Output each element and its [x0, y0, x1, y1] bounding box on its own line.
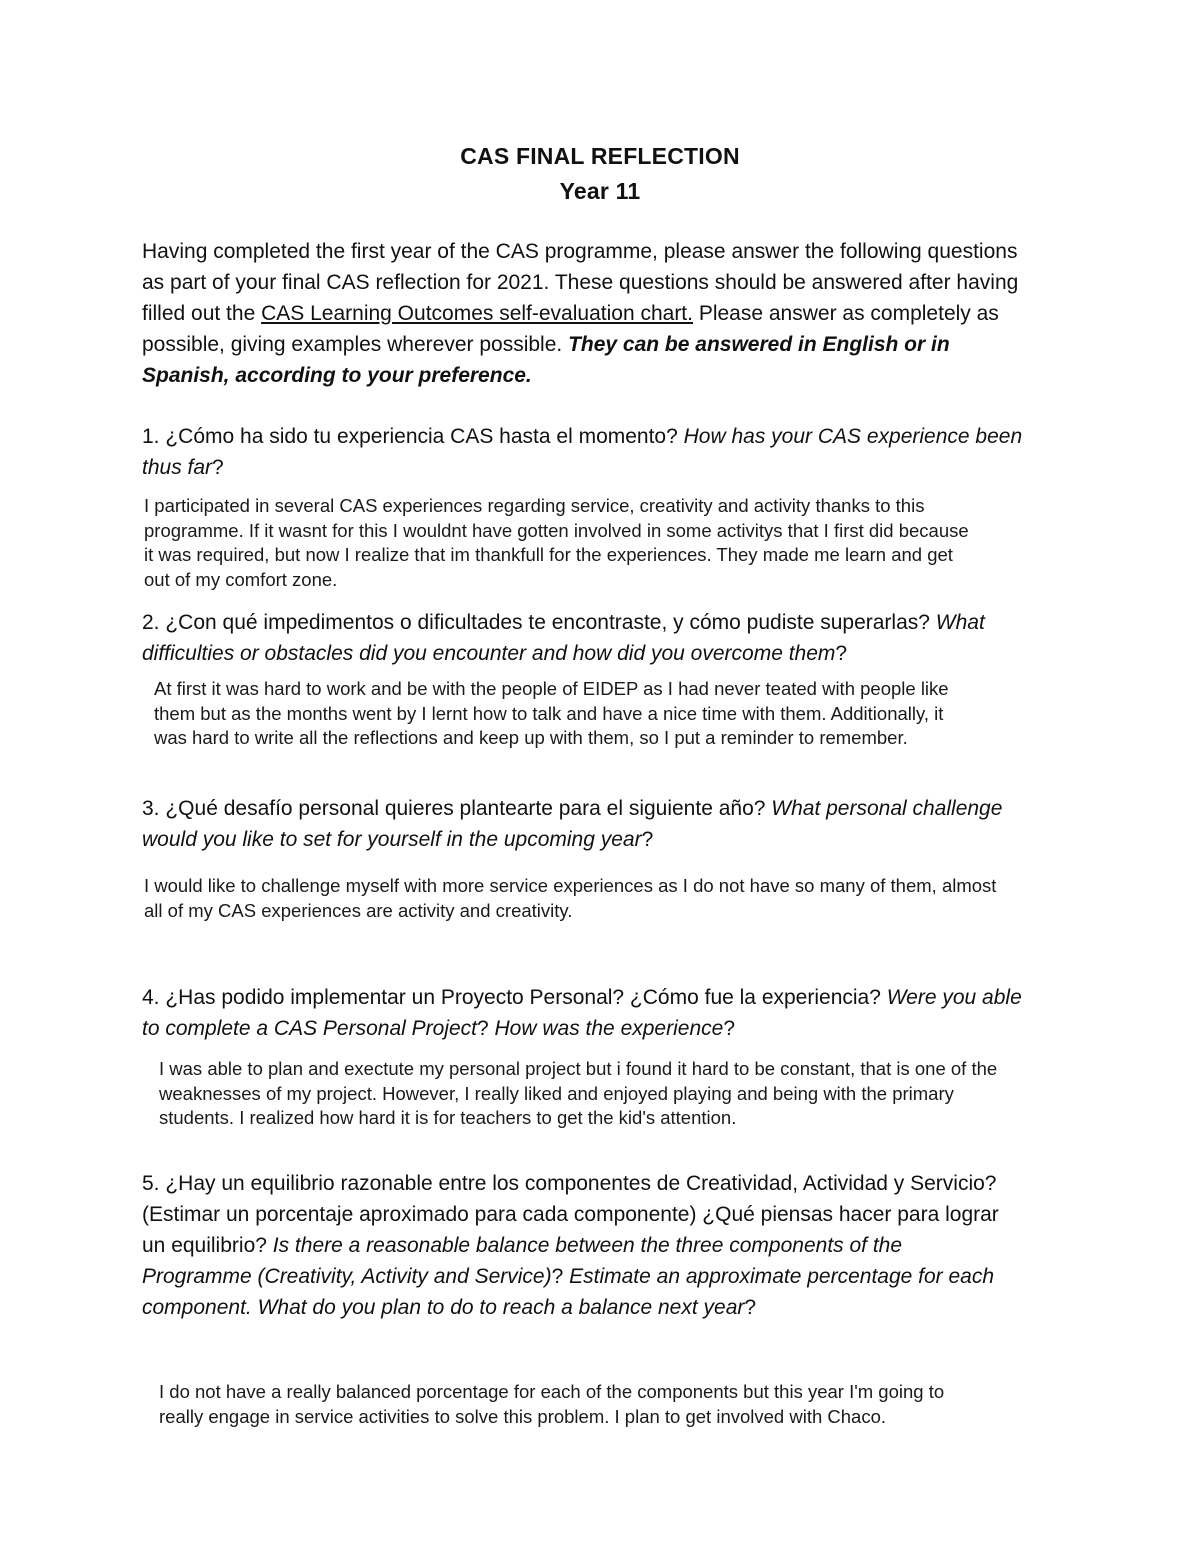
intro-paragraph: [142, 236, 1042, 391]
question-english: What difficulties or obstacles did you encounter and how did you overcome them: [142, 611, 985, 665]
question-mark: ?: [835, 642, 848, 665]
question-english-secondary: Estimate an approximate percentage for each component. What do you plan to do to reach a balance next year: [142, 1265, 995, 1319]
question-spanish: ¿Has podido implementar un Proyecto Personal? ¿Cómo fue la experiencia?: [165, 986, 887, 1009]
question-english-secondary: How was the experience: [494, 1017, 724, 1040]
question-number: 2.: [142, 611, 160, 634]
question-number: 5.: [142, 1172, 160, 1195]
question-mark: ?: [723, 1017, 735, 1040]
intro-text: Having completed the first year of the CAS programme, please answer the following questions as part of your final CAS reflection for 2021. These questions should be answered after having filled out the: [142, 240, 1019, 325]
question-english: Is there a reasonable balance between the three components of the Programme (Creativity, Activity and Service): [142, 1234, 903, 1288]
question-5: [142, 1168, 1012, 1323]
question-english: What personal challenge would you like to set for yourself in the upcoming year: [142, 797, 1003, 851]
question-mark: ?: [551, 1265, 570, 1288]
question-number: 4.: [142, 986, 160, 1009]
answer-3: I would like to challenge myself with more service experiences as I do not have so many of them, almost all of my CAS experiences are activity and creativity.: [144, 875, 997, 921]
answer-5: I do not have a really balanced porcentage for each of the components but this year I'm going to really engage in service activities to solve this problem. I plan to get involved with Chaco.: [159, 1381, 945, 1427]
answer-4: I was able to plan and exectute my personal project but i found it hard to be constant, that is one of the weaknesses of my project. However, I really liked and enjoyed playing and being with the primary students. I realized how hard it is for teachers to get the kid's attention.: [159, 1058, 998, 1128]
question-spanish: ¿Qué desafío personal quieres plantearte para el siguiente año?: [165, 797, 772, 820]
question-english: How has your CAS experience been thus far: [142, 425, 1023, 479]
question-mark: ?: [477, 1017, 495, 1040]
question-2: [142, 607, 1052, 669]
question-3: [142, 793, 1032, 855]
learning-outcomes-link[interactable]: CAS Learning Outcomes self-evaluation chart.: [261, 302, 693, 325]
document-title: CAS FINAL REFLECTION: [460, 143, 740, 169]
intro-language-note: They can be answered in English or in Spanish, according to your preference.: [142, 333, 950, 387]
document-subtitle: Year 11: [559, 178, 641, 204]
question-spanish: ¿Con qué impedimentos o dificultades te encontraste, y cómo pudiste superarlas?: [165, 611, 936, 634]
question-1: [142, 421, 1052, 483]
question-spanish: ¿Cómo ha sido tu experiencia CAS hasta el momento?: [165, 425, 684, 448]
question-spanish: ¿Hay un equilibrio razonable entre los componentes de Creatividad, Actividad y Servicio? (Estimar un porcentaje aproximado para cada componente) ¿Qué piensas hacer para lograr un equilibrio?: [142, 1172, 999, 1257]
intro-text-continued: Please answer as completely as possible, giving examples wherever possible.: [142, 302, 999, 356]
question-mark: ?: [212, 456, 224, 479]
question-mark: ?: [641, 828, 654, 851]
answer-2: At first it was hard to work and be with the people of EIDEP as I had never teated with people like them but as the months went by I lernt how to talk and have a nice time with them. Additionally, it was hard to write all the reflections and keep up with them, so I put a reminder to remember.: [154, 678, 949, 748]
question-mark: ?: [744, 1296, 757, 1319]
question-number: 3.: [142, 797, 160, 820]
question-number: 1.: [142, 425, 160, 448]
answer-1: I participated in several CAS experiences regarding service, creativity and activity thanks to this programme. If it wasnt for this I wouldnt have gotten involved in some activitys that I first did because it was required, but now I realize that im thankfull for the experiences. They made me learn and get out of my comfort zone.: [144, 495, 969, 590]
question-english: Were you able to complete a CAS Personal Project: [142, 986, 1022, 1040]
question-4: [142, 982, 1042, 1044]
